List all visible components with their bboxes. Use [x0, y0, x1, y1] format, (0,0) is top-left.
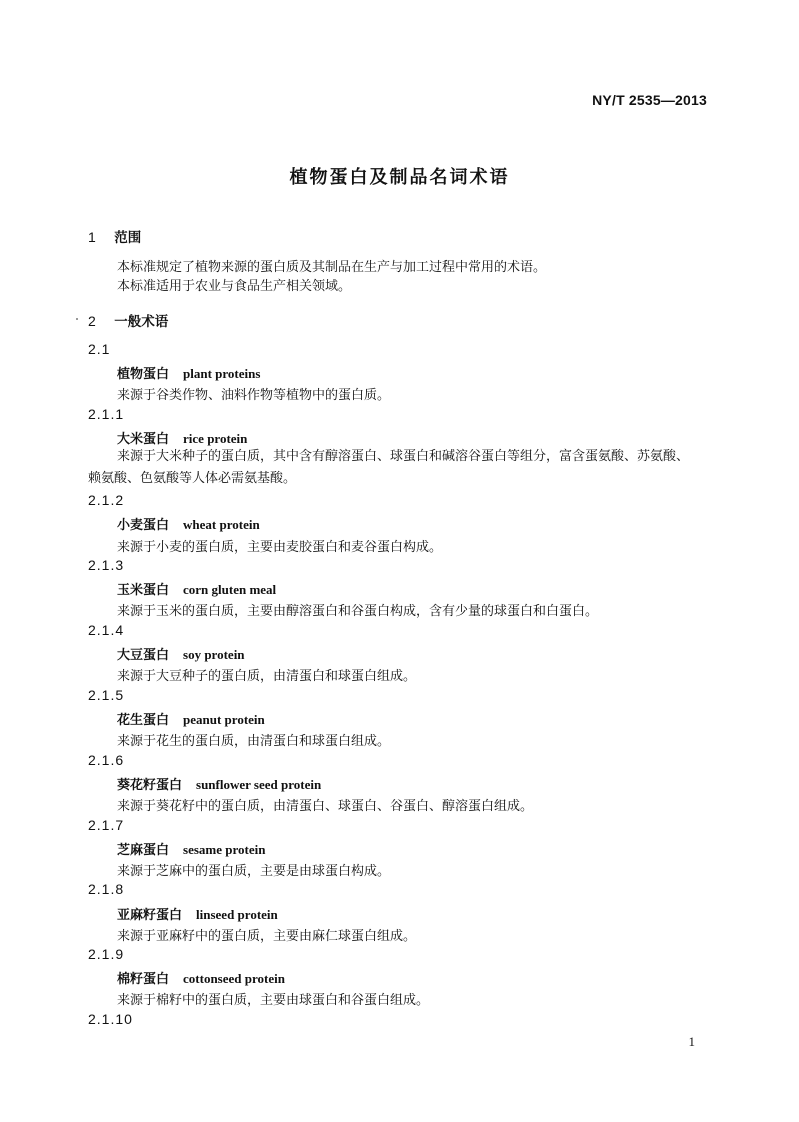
term-english: rice protein	[183, 431, 248, 446]
term-english: plant proteins	[183, 366, 261, 381]
clause-number: 2.1.9	[88, 946, 125, 962]
clause-number: 2.1.6	[88, 752, 125, 768]
clause-number: 2.1	[88, 341, 111, 357]
term-entry	[117, 363, 260, 382]
term-chinese: 亚麻籽蛋白	[117, 908, 183, 923]
term-definition: 来源于谷类作物、油料作物等植物中的蛋白质。	[117, 388, 391, 403]
term-definition: 来源于花生的蛋白质，由清蛋白和球蛋白组成。	[117, 734, 391, 749]
term-definition: 来源于大米种子的蛋白质，其中含有醇溶蛋白、球蛋白和碱溶谷蛋白等组分，富含蛋氨酸、苏氨酸、赖氨酸、色氨酸等人体必需氨基酸。	[88, 449, 690, 486]
section-number: 2	[88, 313, 96, 329]
term-entry	[117, 428, 247, 447]
term-definition: 来源于玉米的蛋白质，主要由醇溶蛋白和谷蛋白构成，含有少量的球蛋白和白蛋白。	[117, 604, 599, 619]
term-definition: 来源于棉籽中的蛋白质，主要由球蛋白和谷蛋白组成。	[117, 993, 430, 1008]
term-entry	[117, 774, 321, 793]
section-1-heading	[88, 226, 141, 246]
clause-number: 2.1.1	[88, 406, 125, 422]
term-english: sunflower seed protein	[196, 777, 322, 792]
clause-number: 2.1.5	[88, 687, 125, 703]
term-chinese: 芝麻蛋白	[117, 843, 170, 858]
clause-number: 2.1.4	[88, 622, 125, 638]
standard-number: NY/T 2535—2013	[592, 92, 707, 108]
term-english: wheat protein	[183, 517, 260, 532]
term-entry	[117, 644, 245, 663]
clause-number: 2.1.3	[88, 557, 125, 573]
term-chinese: 棉籽蛋白	[117, 972, 170, 987]
term-entry	[117, 968, 285, 987]
section-label: 一般术语	[114, 314, 169, 330]
term-definition: 来源于大豆种子的蛋白质，由清蛋白和球蛋白组成。	[117, 669, 417, 684]
clause-number: 2.1.7	[88, 817, 125, 833]
term-english: linseed protein	[196, 907, 278, 922]
section-number: 1	[88, 229, 96, 245]
term-definition: 来源于葵花籽中的蛋白质，由清蛋白、球蛋白、谷蛋白、醇溶蛋白组成。	[117, 799, 534, 814]
scope-paragraph: 本标准适用于农业与食品生产相关领域。	[117, 279, 352, 294]
term-english: peanut protein	[183, 712, 265, 727]
scan-mark	[76, 318, 78, 320]
term-entry	[117, 579, 276, 598]
term-entry	[117, 839, 265, 858]
term-entry	[117, 709, 265, 728]
term-chinese: 植物蛋白	[117, 367, 170, 382]
term-english: sesame protein	[183, 842, 266, 857]
scope-paragraph: 本标准规定了植物来源的蛋白质及其制品在生产与加工过程中常用的术语。	[117, 260, 547, 275]
term-definition: 来源于亚麻籽中的蛋白质，主要由麻仁球蛋白组成。	[117, 929, 417, 944]
term-english: cottonseed protein	[183, 971, 285, 986]
clause-number: 2.1.10	[88, 1011, 133, 1027]
term-chinese: 玉米蛋白	[117, 583, 170, 598]
term-chinese: 小麦蛋白	[117, 518, 170, 533]
term-definition: 来源于芝麻中的蛋白质，主要是由球蛋白构成。	[117, 864, 391, 879]
term-chinese: 大米蛋白	[117, 432, 170, 447]
section-label: 范围	[114, 230, 142, 246]
page-number: 1	[688, 1034, 695, 1049]
term-chinese: 葵花籽蛋白	[117, 778, 183, 793]
term-chinese: 大豆蛋白	[117, 648, 170, 663]
term-definition: 来源于小麦的蛋白质，主要由麦胶蛋白和麦谷蛋白构成。	[117, 540, 443, 555]
clause-number: 2.1.2	[88, 492, 125, 508]
term-chinese: 花生蛋白	[117, 713, 170, 728]
clause-number: 2.1.8	[88, 881, 125, 897]
term-entry	[117, 514, 260, 533]
term-english: corn gluten meal	[183, 582, 277, 597]
term-entry	[117, 904, 278, 923]
term-english: soy protein	[183, 647, 245, 662]
section-2-heading	[88, 310, 168, 330]
document-title: 植物蛋白及制品名词术语	[289, 167, 510, 188]
